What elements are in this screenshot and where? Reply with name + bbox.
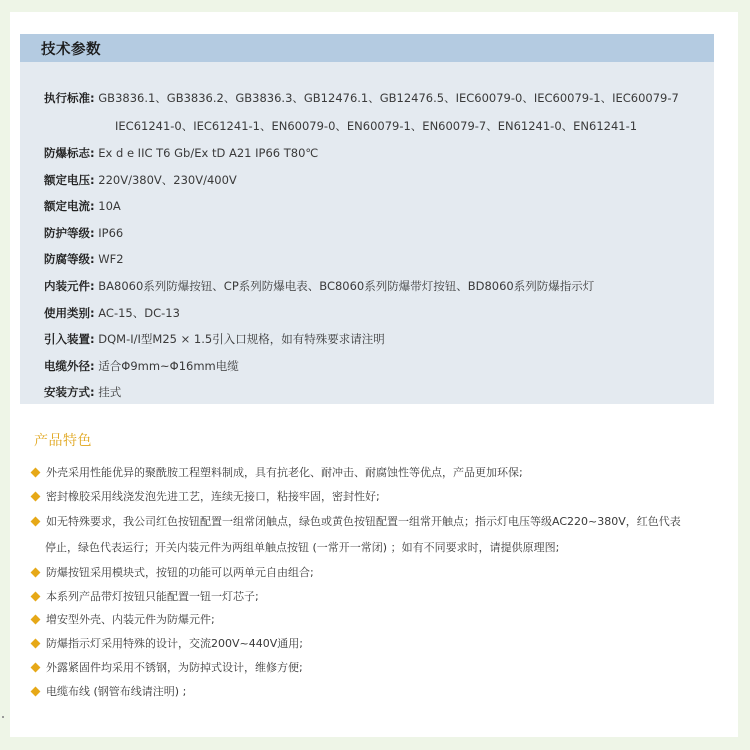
- spec-label: 内装元件:: [44, 279, 95, 293]
- specs-panel: [20, 34, 714, 404]
- spec-row-standards-continued: IEC61241-0、IEC61241-1、EN60079-0、EN60079-1、EN60079-7、EN61241-0、EN61241-1: [115, 119, 638, 133]
- spec-value: IP66: [98, 226, 124, 240]
- spec-label: 防护等级:: [44, 226, 95, 240]
- feature-text: 密封橡胶采用线浇发泡先进工艺，连续无接口，粘接牢固，密封性好;: [46, 490, 380, 503]
- diamond-bullet-icon: [31, 663, 41, 673]
- spec-label: 电缆外径:: [44, 359, 95, 373]
- feature-text: 外壳采用性能优异的聚酰胺工程塑料制成，具有抗老化、耐冲击、耐腐蚀性等优点，产品更加环保;: [46, 466, 523, 479]
- spec-row-entry: [44, 331, 385, 347]
- spec-row-current: [44, 198, 121, 214]
- diamond-bullet-icon: [31, 687, 41, 697]
- spec-value: Ex d e IIC T6 Gb/Ex tD A21 IP66 T80℃: [98, 146, 319, 160]
- feature-item: [30, 564, 314, 580]
- spec-value: GB3836.1、GB3836.2、GB3836.3、GB12476.1、GB12476.5、IEC60079-0、IEC60079-1、IEC60079-7: [98, 91, 679, 105]
- feature-item: [30, 513, 681, 529]
- spec-label: 防爆标志:: [44, 146, 95, 160]
- spec-value: AC-15、DC-13: [98, 306, 180, 320]
- spec-row-voltage: [44, 172, 237, 188]
- diamond-bullet-icon: [31, 568, 41, 578]
- spec-label: 引入装置:: [44, 332, 95, 346]
- features-title: 产品特色: [34, 433, 92, 449]
- feature-text: 外露紧固件均采用不锈钢，为防掉式设计，维修方便;: [46, 661, 303, 674]
- spec-row-mounting: [44, 384, 121, 400]
- feature-item: [30, 588, 259, 604]
- spec-value: 220V/380V、230V/400V: [98, 173, 237, 187]
- spec-row-cable: [44, 358, 239, 374]
- spec-label: 执行标准:: [44, 91, 95, 105]
- feature-text: 防爆指示灯采用特殊的设计，交流200V~440V通用;: [46, 637, 303, 650]
- diamond-bullet-icon: [31, 492, 41, 502]
- diamond-bullet-icon: [31, 639, 41, 649]
- specs-header: [20, 34, 714, 62]
- diamond-bullet-icon: [31, 592, 41, 602]
- feature-text: 电缆布线 (钢管布线请注明) ;: [46, 685, 187, 698]
- spec-value: 10A: [98, 199, 121, 213]
- spec-value: BA8060系列防爆按钮、CP系列防爆电表、BC8060系列防爆带灯按钮、BD8060系列防爆指示灯: [98, 279, 595, 293]
- diamond-bullet-icon: [31, 615, 41, 625]
- feature-item: [30, 659, 303, 675]
- spec-label: 使用类别:: [44, 306, 95, 320]
- spec-label: 防腐等级:: [44, 252, 95, 266]
- feature-text: 如无特殊要求，我公司红色按钮配置一组常闭触点，绿色或黄色按钮配置一组常开触点；指示灯电压等级AC220~380V，红色代表: [46, 515, 681, 528]
- feature-text: 增安型外壳、内装元件为防爆元件;: [46, 613, 215, 626]
- spec-label: 安装方式:: [44, 385, 95, 399]
- spec-value: DQM-I/I型M25 × 1.5引入口规格，如有特殊要求请注明: [98, 332, 385, 346]
- feature-item: [30, 635, 303, 651]
- feature-text: 本系列产品带灯按钮只能配置一钮一灯芯子;: [46, 590, 259, 603]
- diamond-bullet-icon: [31, 517, 41, 527]
- feature-item: [30, 683, 186, 699]
- stray-dot: [2, 716, 4, 718]
- spec-row-protection: [44, 225, 123, 241]
- spec-label: 额定电压:: [44, 173, 95, 187]
- feature-item: [30, 611, 215, 627]
- diamond-bullet-icon: [31, 468, 41, 478]
- spec-value: 适合Φ9mm~Φ16mm电缆: [98, 359, 239, 373]
- spec-value: 挂式: [98, 385, 122, 399]
- spec-row-anticorrosion: [44, 251, 124, 267]
- feature-text-continued: 停止，绿色代表运行；开关内装元件为两组单触点按钮 (一常开一常闭) ；如有不同要求时，请提供原理图;: [45, 541, 560, 554]
- spec-row-components: [44, 278, 594, 294]
- feature-text: 防爆按钮采用模块式，按钮的功能可以两单元自由组合;: [46, 566, 314, 579]
- spec-row-category: [44, 305, 180, 321]
- specs-title: 技术参数: [41, 42, 101, 58]
- page-content: [10, 12, 738, 737]
- spec-row-standards: [44, 90, 679, 106]
- feature-item: [30, 488, 380, 504]
- spec-row-explosion-mark: [44, 145, 318, 161]
- spec-value: WF2: [98, 252, 124, 266]
- feature-item: [30, 464, 523, 480]
- spec-label: 额定电流:: [44, 199, 95, 213]
